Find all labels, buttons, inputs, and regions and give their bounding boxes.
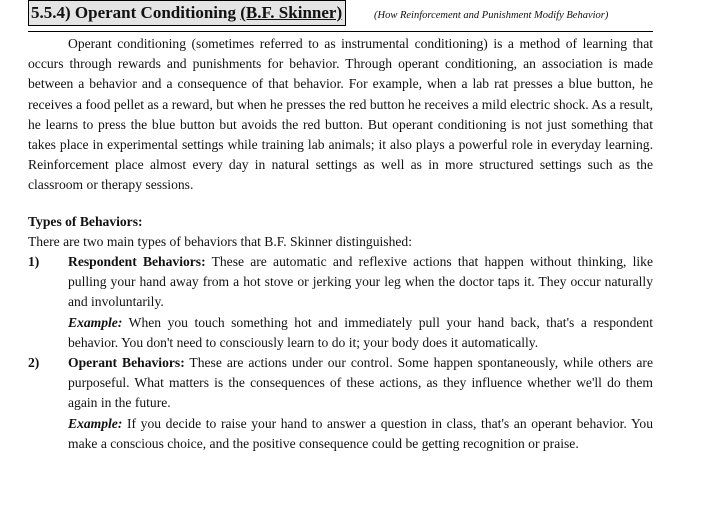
item-number: 2) — [28, 355, 40, 371]
item-description — [68, 353, 653, 414]
item-description-text: These are actions under our control. Some happen spontaneously, while others are purposeful. What matters is the consequences of these actions, as they influence whether we'll do them again in the future. — [68, 355, 653, 411]
intro-paragraph: Operant conditioning (sometimes referred to as instrumental conditioning) is a method of learning that occurs through rewards and punishments for behavior. Through operant conditioning, an association is made between a behavior and a consequence of that behavior. For example, when a lab rat presses a blue button, he receives a food pellet as a reward, but when he presses the red button he receives a mild electric shock. As a result, he learns to press the blue button but avoids the red button. But operant conditioning is not just something that takes place in experimental settings while training lab animals; it also plays a powerful role in everyday learning. Reinforcement place almost every day in natural settings as well as in more structured settings such as the classroom or therapy sessions. — [28, 36, 653, 193]
example-text: If you decide to raise your hand to answer a question in class, that's an operant behavior. You make a conscious choice, and the positive consequence could be getting recognition or praise. — [68, 415, 653, 451]
types-lead: There are two main types of behaviors that B.F. Skinner distinguished: — [28, 233, 412, 249]
header-rule — [28, 31, 653, 32]
example-label: Example: — [68, 314, 123, 330]
item-description — [68, 252, 653, 313]
item-example — [68, 414, 653, 454]
example-label: Example: — [68, 415, 123, 431]
item-example — [68, 313, 653, 353]
behavior-item-respondent — [28, 252, 653, 353]
item-term: Operant Behaviors: — [68, 355, 185, 371]
item-description-text: These are automatic and reflexive actions that happen without thinking, like pulling your hand away from a hot stove or jerking your leg when the doctor taps it. They occur naturally and involuntarily. — [68, 254, 653, 310]
item-number: 1) — [28, 254, 40, 270]
types-heading: Types of Behaviors: — [28, 213, 143, 229]
section-header — [28, 0, 653, 31]
section-subtitle: (How Reinforcement and Punishment Modify Behavior) — [374, 10, 609, 21]
section-title-author: (B.F. Skinner) — [240, 3, 343, 22]
item-term: Respondent Behaviors: — [68, 254, 206, 270]
item-body — [68, 353, 653, 454]
section-title — [28, 0, 346, 26]
example-text: When you touch something hot and immediately pull your hand back, that's a respondent behavior. You don't need to consciously learn to do it; your body does it automatically. — [68, 314, 653, 350]
section-number-title: 5.5.4) Operant Conditioning — [31, 3, 241, 22]
item-body — [68, 252, 653, 353]
behavior-item-operant — [28, 353, 653, 454]
